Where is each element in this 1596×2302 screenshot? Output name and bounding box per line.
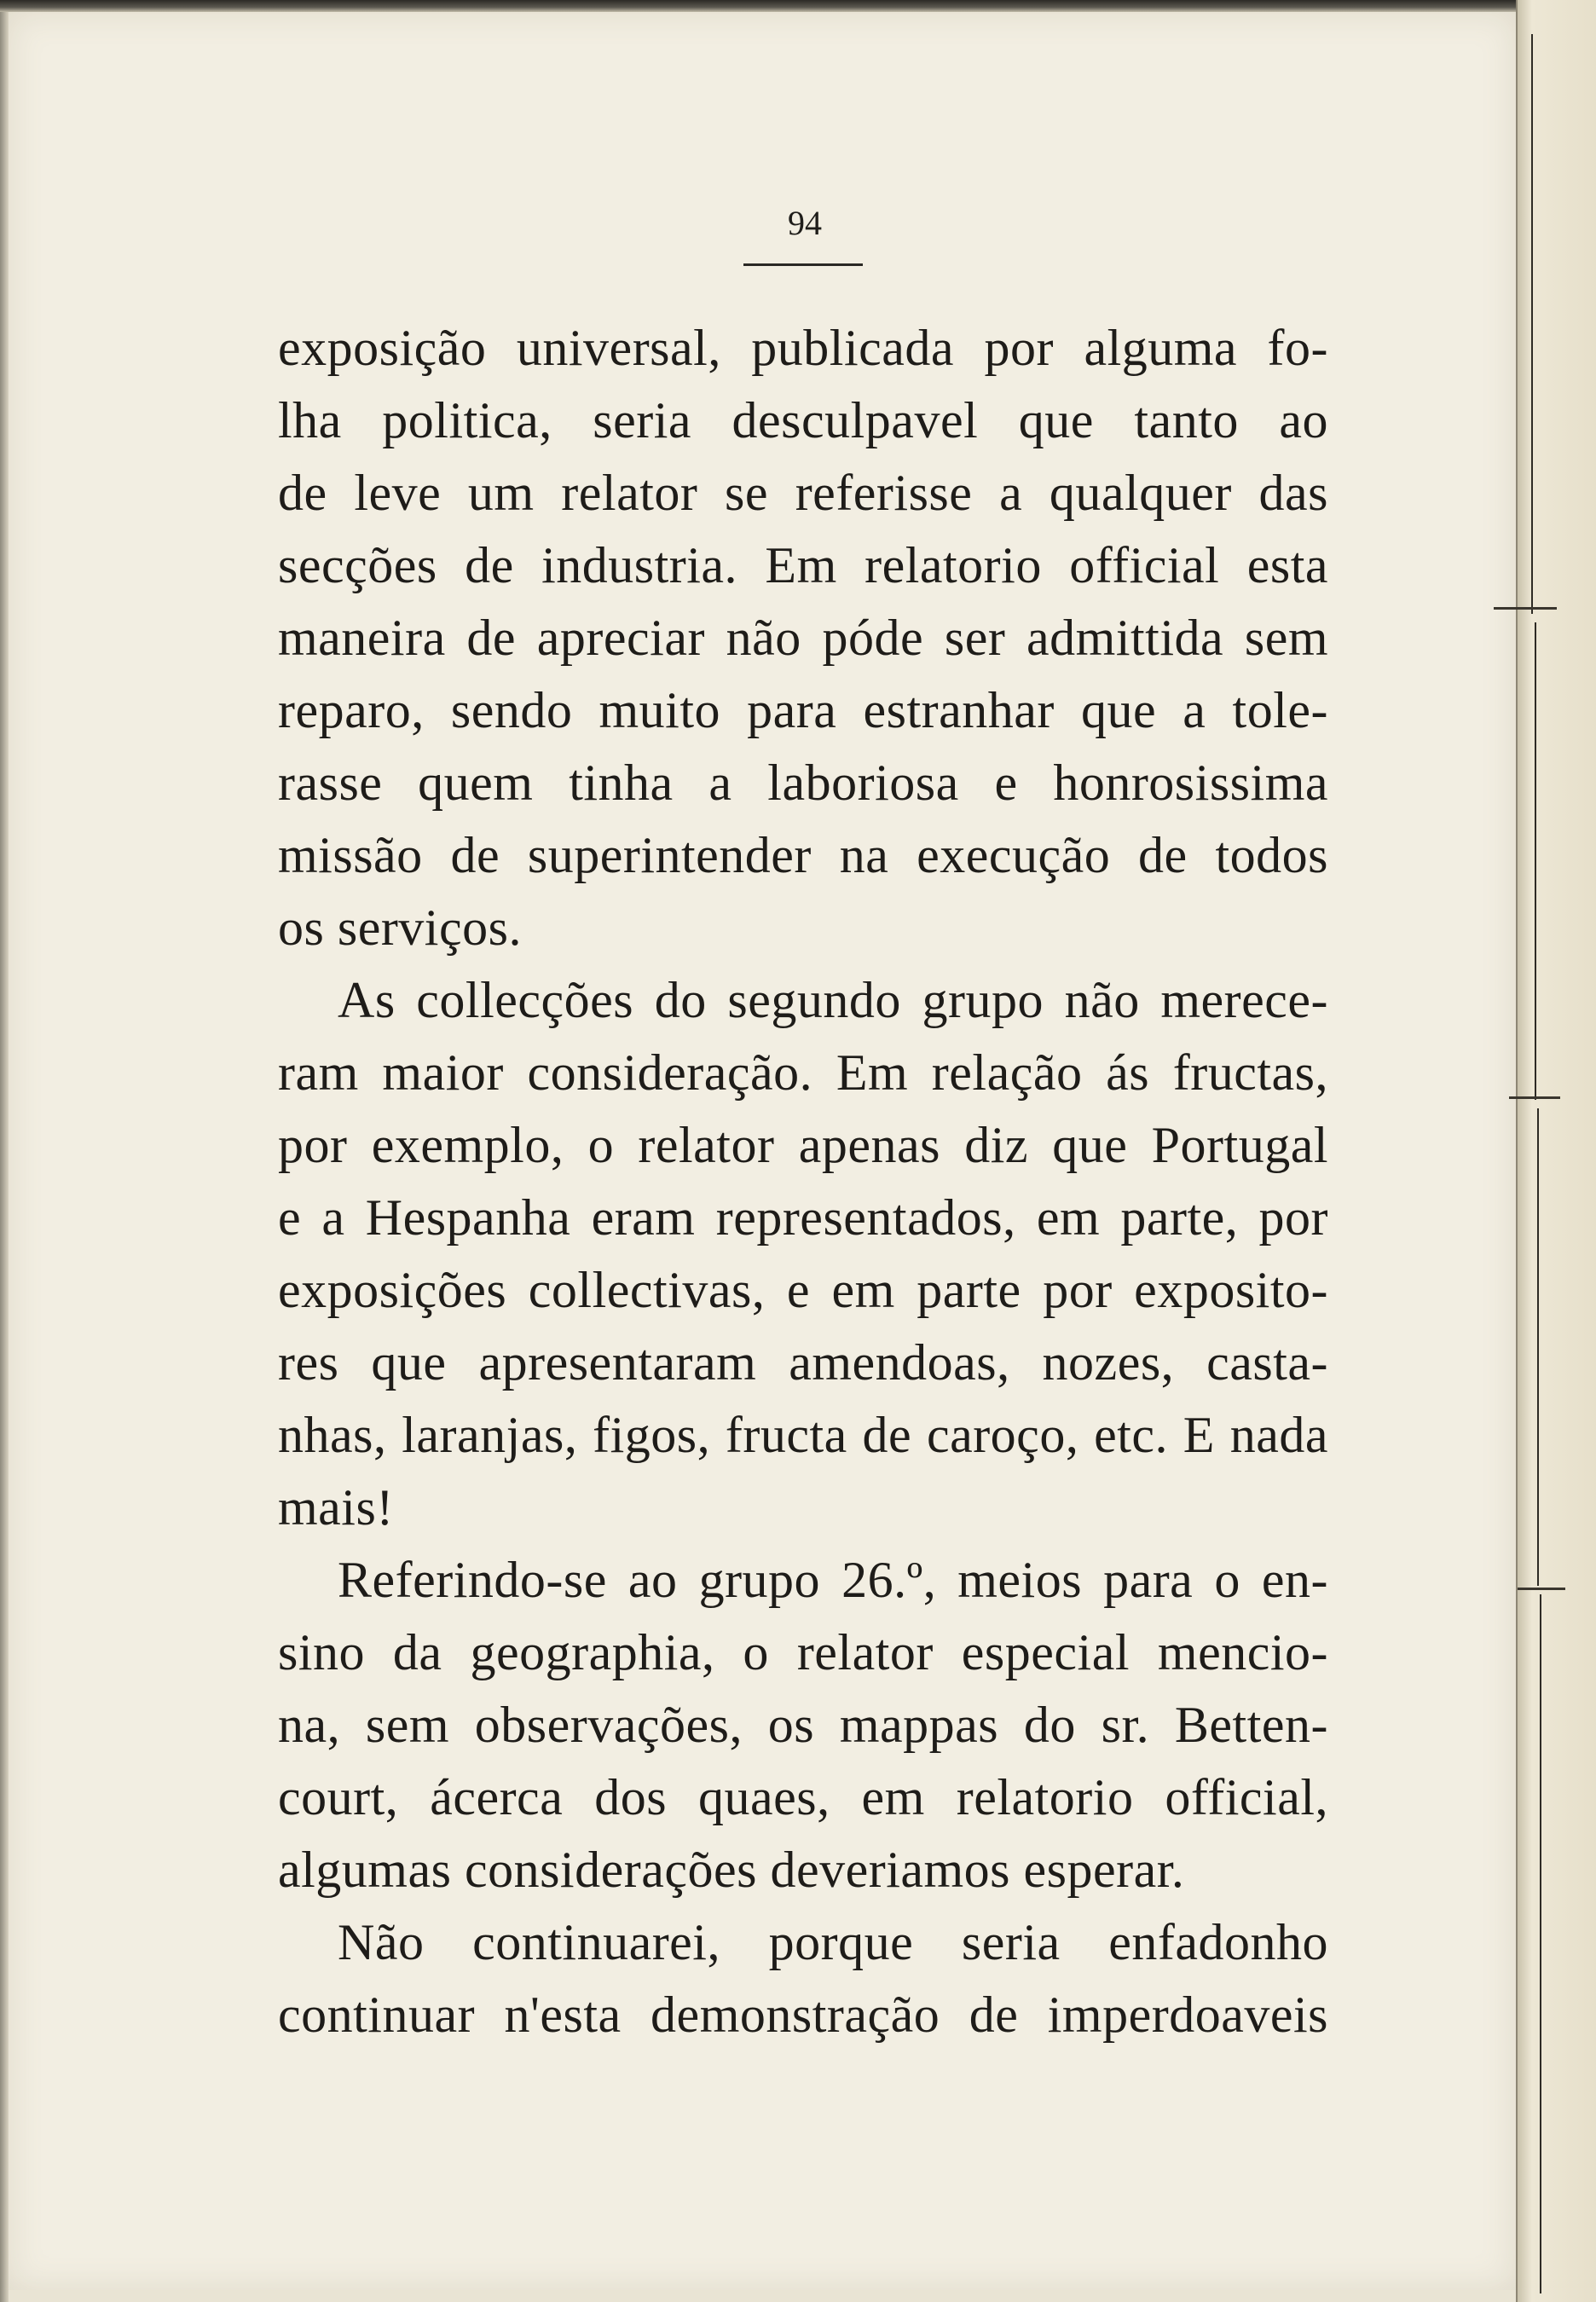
scan-edge-left: [0, 0, 9, 2302]
text-line: missão de superintender na execução de todos: [278, 827, 1328, 883]
body-text: [278, 312, 1328, 2051]
text-line: algumas considerações deveriamos esperar.: [278, 1842, 1185, 1898]
scan-edge-top: [0, 0, 1596, 12]
text-line: maneira de apreciar não póde ser admittida sem: [278, 610, 1328, 666]
fold-tick-1: [1494, 607, 1557, 610]
text-line: lha politica, seria desculpavel que tanto ao: [278, 392, 1328, 448]
text-line: Não continuarei, porque seria enfadonho: [338, 1914, 1328, 1970]
text-line: sino da geographia, o relator especial mencio-: [278, 1624, 1328, 1680]
text-line: nhas, laranjas, figos, fructa de caroço, etc. E nada: [278, 1407, 1328, 1463]
fold-line-upper: [1531, 34, 1533, 614]
text-line: res que apresentaram amendoas, nozes, casta-: [278, 1334, 1328, 1391]
text-line: rasse quem tinha a laboriosa e honrosissima: [278, 755, 1328, 811]
page-number: 94: [788, 204, 822, 242]
text-line: na, sem observações, os mappas do sr. Betten-: [278, 1697, 1328, 1753]
text-line: exposição universal, publicada por alguma fo-: [278, 320, 1328, 376]
text-line: court, ácerca dos quaes, em relatorio official,: [278, 1769, 1328, 1825]
text-line: Referindo-se ao grupo 26.º, meios para o en-: [338, 1552, 1328, 1608]
text-line: continuar n'esta demonstração de imperdoaveis: [278, 1987, 1328, 2043]
page-number-rule: [743, 263, 863, 266]
page-fold-strip: [1516, 0, 1596, 2302]
fold-line-middle: [1535, 622, 1536, 1100]
text-line: por exemplo, o relator apenas diz que Portugal: [278, 1117, 1328, 1173]
text-line: secções de industria. Em relatorio official esta: [278, 537, 1328, 593]
fold-line-lower: [1537, 1108, 1539, 1586]
text-line: de leve um relator se referisse a qualquer das: [278, 465, 1328, 521]
text-line: As collecções do segundo grupo não merece-: [338, 972, 1328, 1028]
text-line: exposições collectivas, e em parte por exposito-: [278, 1262, 1328, 1318]
fold-tick-3: [1518, 1588, 1565, 1590]
fold-line-bottom: [1540, 1594, 1541, 2293]
fold-tick-2: [1509, 1096, 1560, 1099]
text-line: os serviços.: [278, 899, 522, 956]
text-line: ram maior consideração. Em relação ás fructas,: [278, 1044, 1328, 1101]
text-line: mais!: [278, 1479, 394, 1536]
text-line: e a Hespanha eram representados, em parte, por: [278, 1189, 1328, 1246]
text-line: reparo, sendo muito para estranhar que a tole-: [278, 682, 1328, 738]
